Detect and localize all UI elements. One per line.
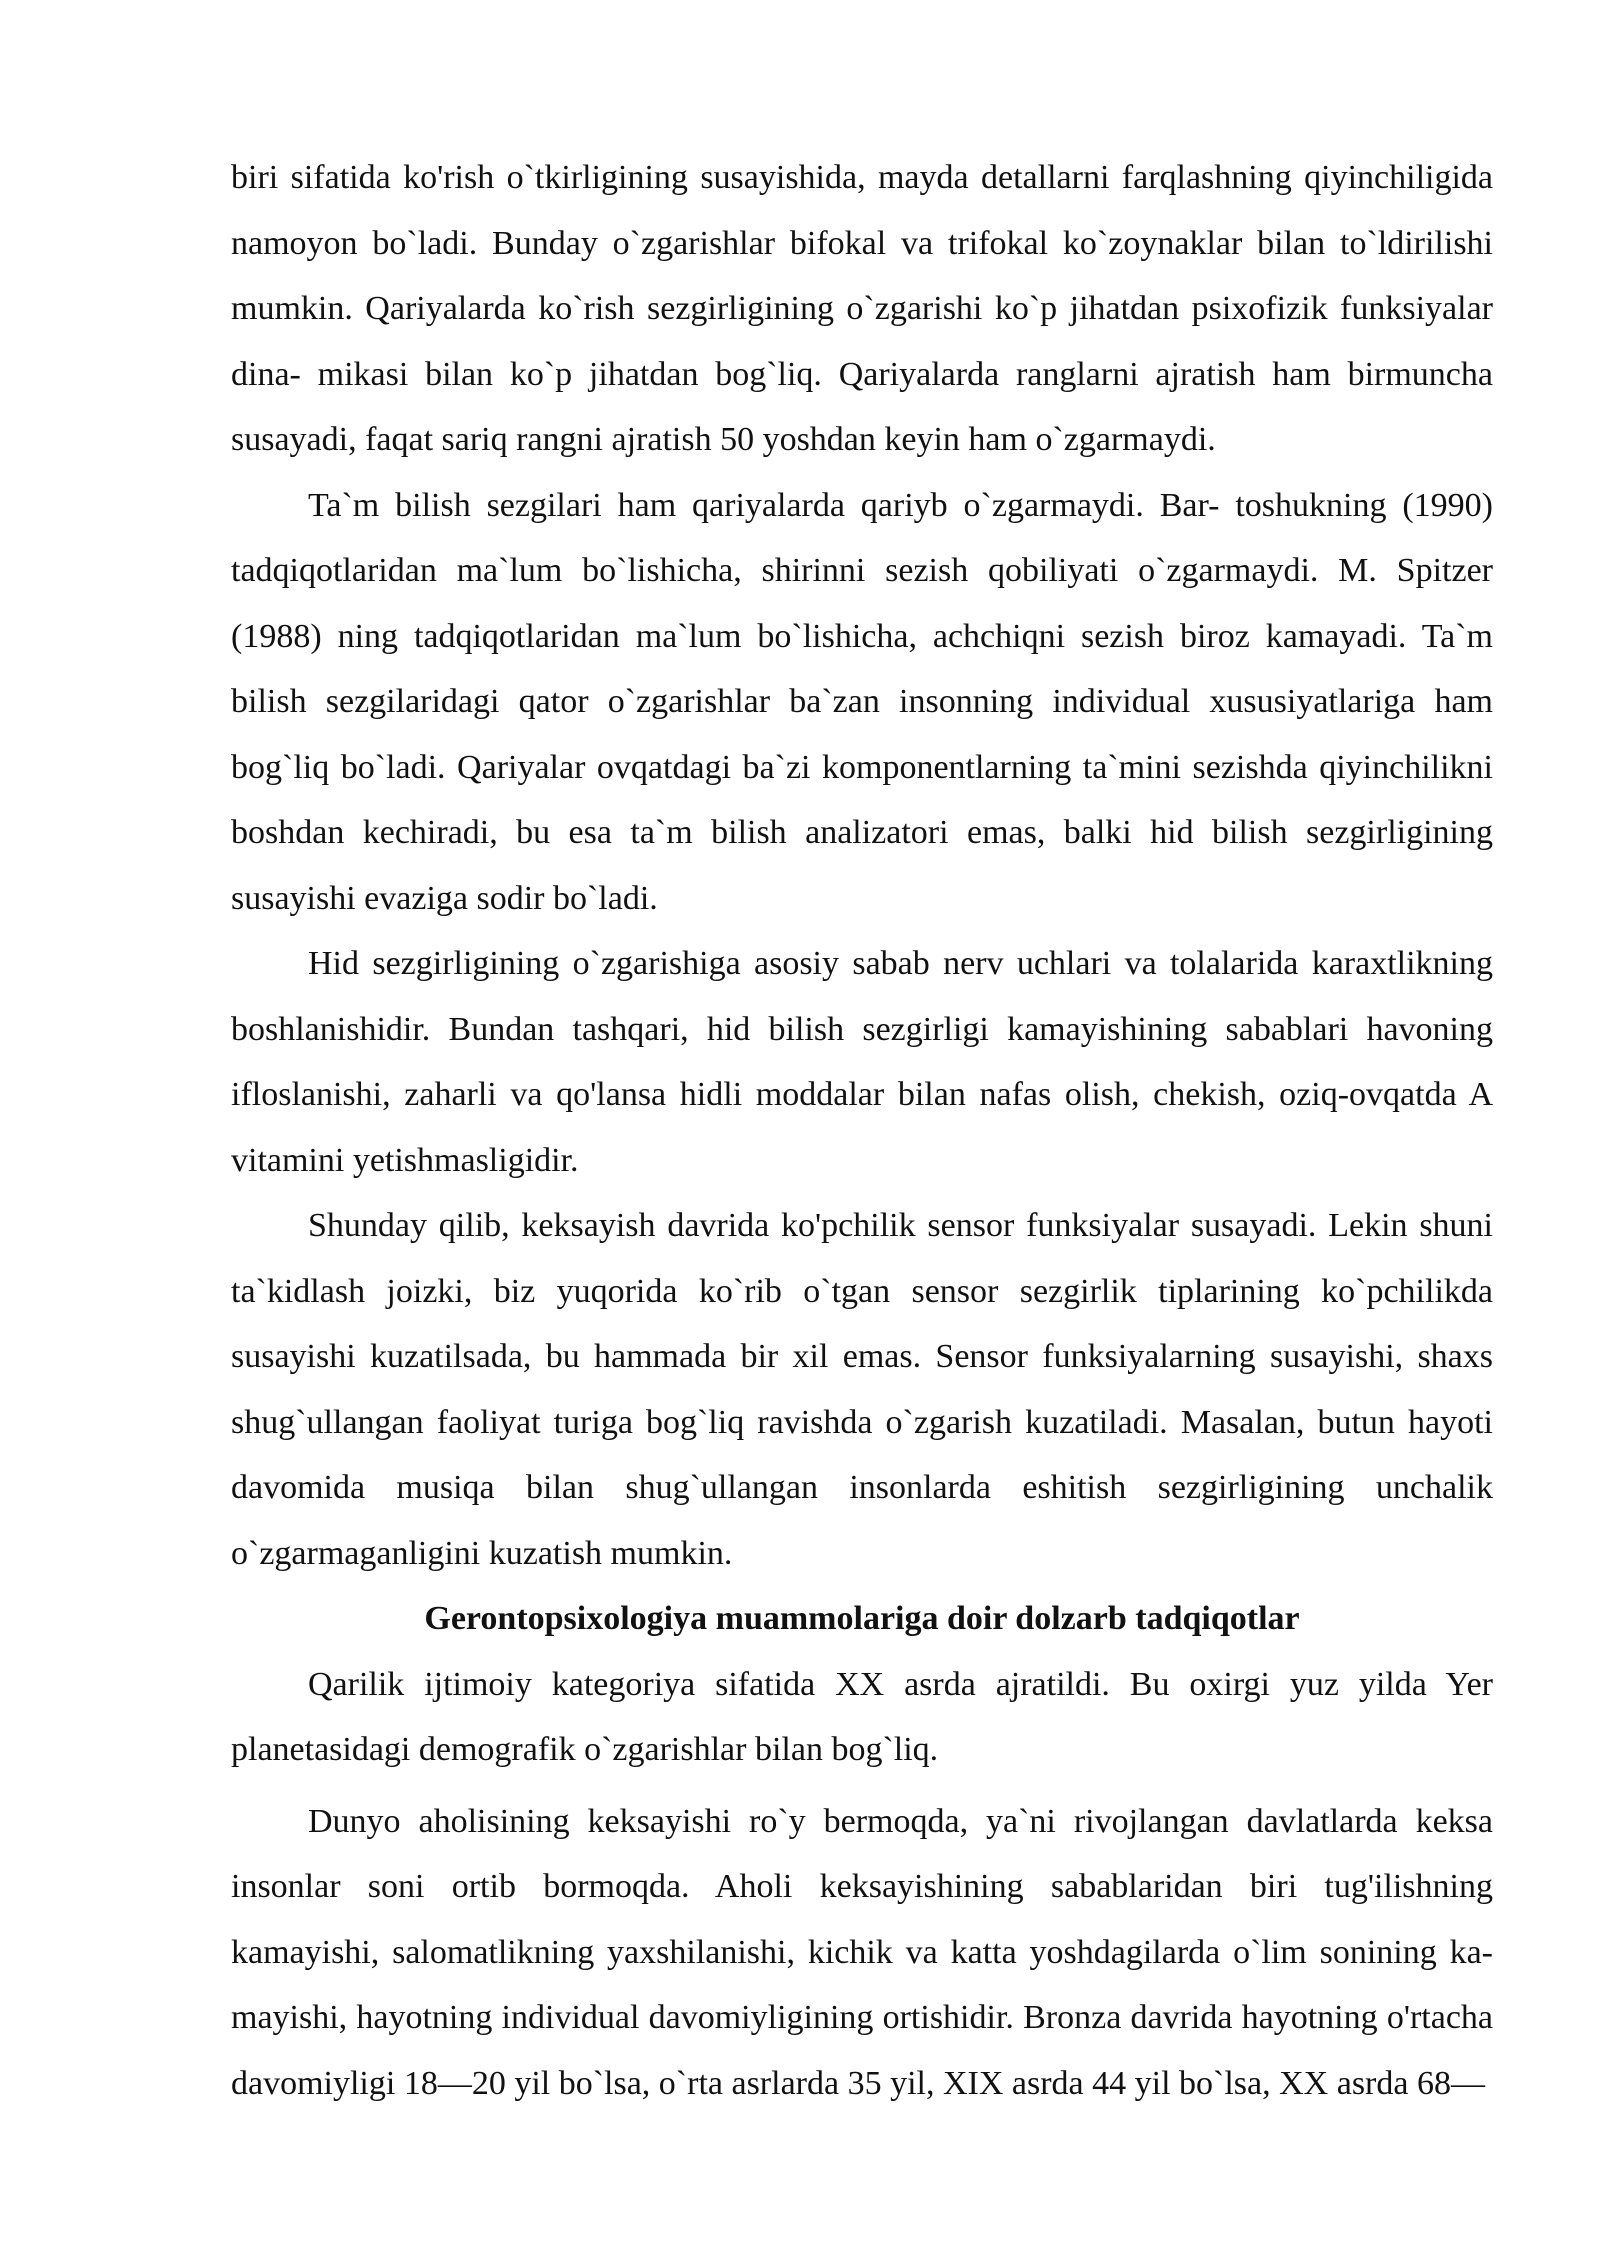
- document-page: [231, 145, 1493, 2116]
- section-heading: Gerontopsixologiya muammolariga doir dolzarb tadqiqotlar: [424, 1600, 1300, 1637]
- paragraph-old-age-category: Qarilik ijtimoiy kategoriya sifatida XX asrda ajratildi. Bu oxirgi yuz yilda Yer planetasidagi demografik o`zgarishlar bilan bog`liq.: [231, 1665, 1493, 1768]
- paragraph-taste: Ta`m bilish sezgilari ham qariyalarda qariyb o`zgarmaydi. Bar- toshukning (1990) tadqiqotlaridan ma`lum bo`lishicha, shirinni sezish qobiliyati o`zgarmaydi. M. Spitzer (1988) ning tadqiqotlaridan ma`lum bo`lishicha, achchiqni sezish biroz kamayadi. Ta`m bilish sezgilaridagi qator o`zgarishlar ba`zan insonning individual xususiyatlariga ham bog`liq bo`ladi. Qariyalar ovqatdagi ba`zi komponentlarning ta`mini sezishda qiyinchilikni boshdan kechiradi, bu esa ta`m bilish analizatori emas, balki hid bilish sezgirligining susayishi evaziga sodir bo`ladi.: [231, 486, 1493, 917]
- paragraph-vision: biri sifatida ko'rish o`tkirligining susayishida, mayda detallarni farqlashning qiyinchiligida namoyon bo`ladi. Bunday o`zgarishlar bifokal va trifokal ko`zoynaklar bilan to`ldirilishi mumkin. Qariyalarda ko`rish sezgirligining o`zgarishi ko`p jihatdan psixofizik funksiyalar dina- mikasi bilan ko`p jihatdan bog`liq. Qariyalarda ranglarni ajratish ham birmuncha susayadi, faqat sariq rangni ajratish 50 yoshdan keyin ham o`zgarmaydi.: [231, 159, 1493, 458]
- paragraph-sensory-summary: Shunday qilib, keksayish davrida ko'pchilik sensor funksiyalar susayadi. Lekin shuni ta`kidlash joizki, biz yuqorida ko`rib o`tgan sensor sezgirlik tiplarining ko`pchilikda susayishi kuzatilsada, bu hammada bir xil emas. Sensor funksiyalarning susayishi, shaxs shug`ullangan faoliyat turiga bog`liq ravishda o`zgarish kuzatiladi. Masalan, butun hayoti davomida musiqa bilan shug`ullangan insonlarda eshitish sezgirligining unchalik o`zgarmaganligini kuzatish mumkin.: [231, 1207, 1493, 1572]
- paragraph-smell: Hid sezgirligining o`zgarishiga asosiy sabab nerv uchlari va tolalarida karaxtlikning boshlanishidir. Bundan tashqari, hid bilish sezgirligi kamayishining sabablari havoning ifloslanishi, zaharli va qo'lansa hidli moddalar bilan nafas olish, chekish, oziq-ovqatda A vitamini yetishmasligidir.: [231, 945, 1493, 1179]
- paragraph-population-aging: Dunyo aholisining keksayishi ro`y bermoqda, ya`ni rivojlangan davlatlarda keksa insonlar soni ortib bormoqda. Aholi keksayishining sabablaridan biri tug'ilishning kamayishi, salomatlikning yaxshilanishi, kichik va katta yoshdagilarda o`lim sonining ka- mayishi, hayotning individual davomiyligining ortishidir. Bronza davrida hayotning o'rtacha davomiyligi 18—20 yil bo`lsa, o`rta asrlarda 35 yil, XIX asrda 44 yil bo`lsa, XX asrda 68—: [231, 1802, 1493, 2102]
